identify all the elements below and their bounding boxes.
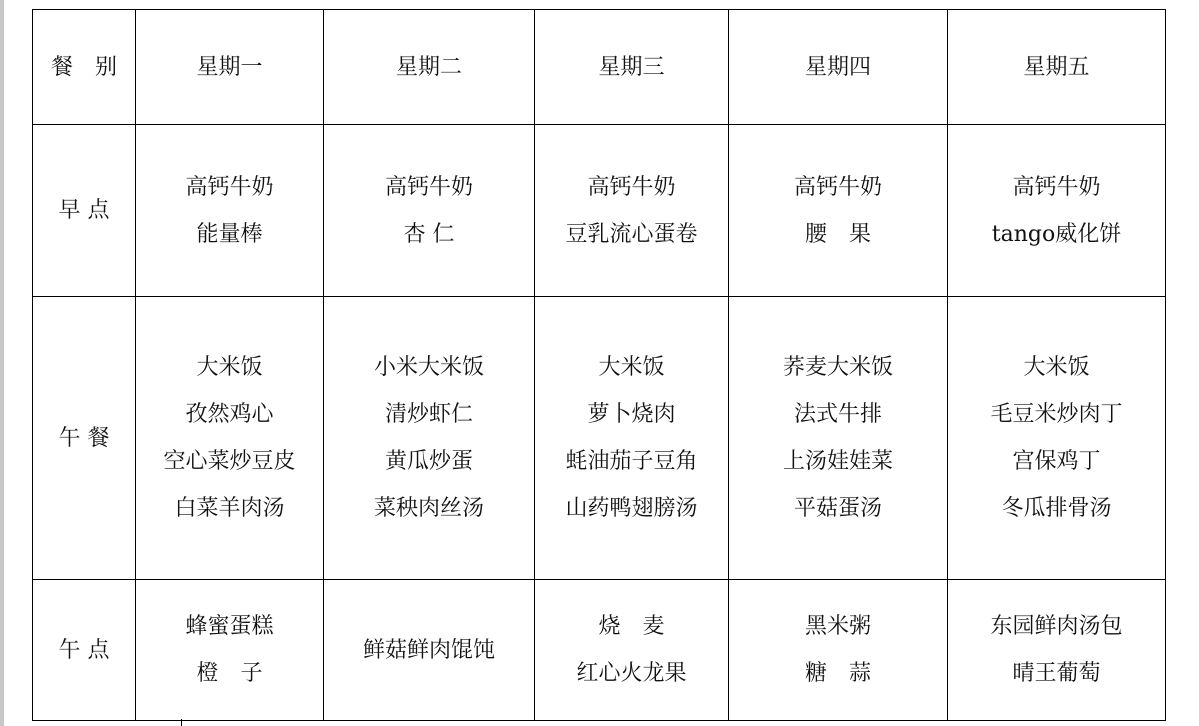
- dish: 蜂蜜蛋糕: [185, 614, 274, 639]
- day-header-text: 星期一: [196, 54, 263, 80]
- menu-cell: [535, 580, 729, 721]
- day-header-wednesday: [535, 10, 729, 125]
- dish: 清炒虾仁: [384, 402, 473, 427]
- dish: tango威化饼: [991, 221, 1122, 247]
- dish: 黑米粥: [804, 614, 871, 639]
- dish: 菜秧肉丝汤: [373, 496, 484, 521]
- menu-cell: [136, 297, 324, 580]
- menu-cell: [324, 580, 535, 721]
- dish: 上汤娃娃菜: [782, 449, 893, 474]
- dish: 大米饭: [598, 355, 665, 380]
- day-header-text: 星期四: [804, 54, 871, 80]
- menu-cell: [729, 125, 948, 297]
- day-header-text: 星期三: [598, 54, 665, 80]
- dish: 能量棒: [196, 221, 263, 247]
- dish: 毛豆米炒肉丁: [990, 402, 1123, 427]
- menu-cell: [324, 125, 535, 297]
- menu-cell: [948, 297, 1166, 580]
- meal-label: 午 餐: [58, 425, 110, 451]
- lunch-row: [33, 297, 1166, 580]
- dish: 平菇蛋汤: [793, 496, 882, 521]
- meal-label-cell: [33, 125, 136, 297]
- menu-cell: [324, 297, 535, 580]
- dish: 糖 蒜: [804, 661, 871, 686]
- weekly-menu-table: [32, 9, 1166, 721]
- dish: 高钙牛奶: [384, 174, 473, 200]
- dish: 黄瓜炒蛋: [384, 449, 473, 474]
- dish: 东园鲜肉汤包: [990, 614, 1123, 639]
- dish: 蚝油茄子豆角: [565, 449, 698, 474]
- menu-cell: [948, 125, 1166, 297]
- dish: 高钙牛奶: [1012, 174, 1101, 200]
- dish: 大米饭: [196, 355, 263, 380]
- meal-label: 午 点: [58, 637, 110, 663]
- day-header-monday: [136, 10, 324, 125]
- meal-type-header: [33, 10, 136, 125]
- dish: 高钙牛奶: [587, 174, 676, 200]
- day-header-friday: [948, 10, 1166, 125]
- menu-cell: [136, 580, 324, 721]
- menu-cell: [948, 580, 1166, 721]
- dish: 宫保鸡丁: [1012, 449, 1101, 474]
- menu-cell: [729, 580, 948, 721]
- dish: 孜然鸡心: [185, 402, 274, 427]
- menu-cell: [136, 125, 324, 297]
- menu-cell: [535, 125, 729, 297]
- breakfast-row: [33, 125, 1166, 297]
- text-cursor: [181, 719, 182, 726]
- meal-label: 早 点: [58, 198, 110, 223]
- dish: 法式牛排: [793, 402, 882, 427]
- dish: 冬瓜排骨汤: [1001, 496, 1112, 521]
- dish: 大米饭: [1023, 355, 1090, 380]
- dish: 高钙牛奶: [793, 174, 882, 200]
- day-header-thursday: [729, 10, 948, 125]
- dish: 豆乳流心蛋卷: [565, 221, 698, 247]
- dish: 红心火龙果: [576, 661, 687, 686]
- dish: 高钙牛奶: [185, 174, 274, 200]
- day-header-text: 星期五: [1023, 54, 1090, 80]
- dish: 山药鸭翅膀汤: [565, 496, 698, 521]
- dish: 晴王葡萄: [1012, 661, 1101, 686]
- afternoon-snack-row: [33, 580, 1166, 721]
- dish: 空心菜炒豆皮: [163, 449, 296, 474]
- dish: 烧 麦: [598, 614, 665, 639]
- meal-type-header-text: 餐 别: [50, 54, 117, 80]
- day-header-text: 星期二: [395, 54, 462, 80]
- dish: 鲜菇鲜肉馄饨: [362, 637, 495, 663]
- dish: 小米大米饭: [373, 355, 484, 380]
- dish: 白菜羊肉汤: [174, 496, 285, 521]
- dish: 腰 果: [804, 221, 871, 247]
- header-row: [33, 10, 1166, 125]
- dish: 橙 子: [196, 661, 263, 686]
- meal-label-cell: [33, 297, 136, 580]
- dish: 荞麦大米饭: [782, 355, 893, 380]
- page-edge: [0, 0, 4, 726]
- dish: 萝卜烧肉: [587, 402, 676, 427]
- menu-cell: [729, 297, 948, 580]
- meal-label-cell: [33, 580, 136, 721]
- menu-cell: [535, 297, 729, 580]
- day-header-tuesday: [324, 10, 535, 125]
- dish: 杏 仁: [403, 221, 455, 247]
